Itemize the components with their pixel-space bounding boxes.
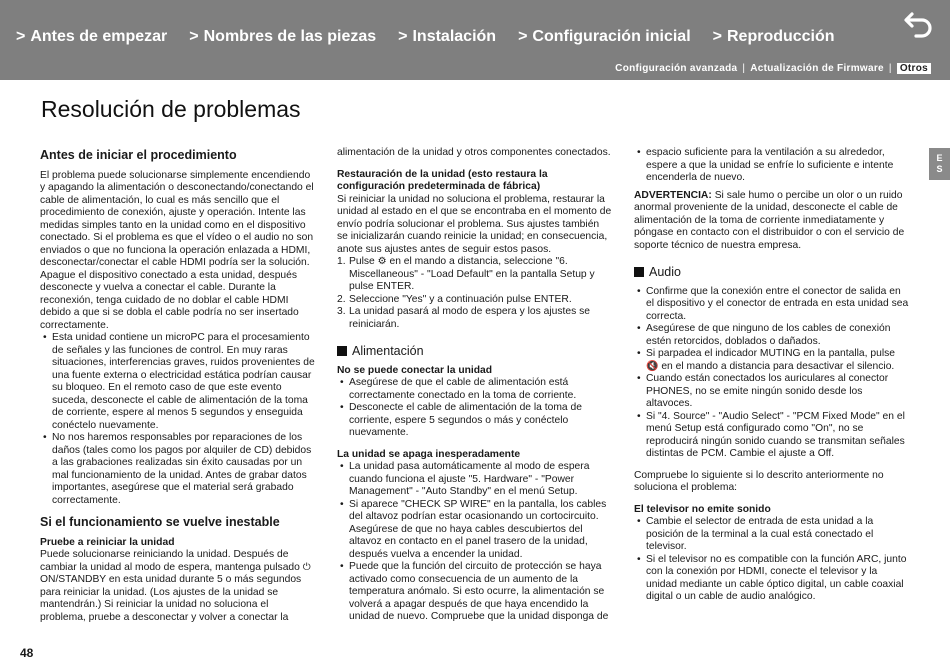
bullet-list [337,461,612,624]
nav-label: Nombres de las piezas [203,28,377,45]
list-item [337,294,612,307]
text-run: ON/STANDBY en esta unidad durante 5 o más segundos para reiniciar la unidad. (Los ajustes de la unidad se mantendrán.) Si reiniciar la unidad no soluciona el problema, pruebe a desconectar y volver a conectar la [40,574,302,623]
page-number: 48 [20,646,34,660]
nav-label: Configuración inicial [532,28,691,45]
chevron-right-icon: > [518,28,528,45]
paragraph-reiniciar [40,549,315,624]
text-run: en el mando a distancia, seleccione "6. Miscellaneous" - "Load Default" en la pantalla Setup y pulse ENTER. [349,256,595,292]
bullet-list [337,377,612,440]
subheading-televisor: El televisor no emite sonido [634,503,771,515]
nav-configuracion-inicial[interactable] [518,28,691,46]
heading-funcionamiento-inestable: Si el funcionamiento se vuelve inestable [40,515,280,529]
list-item [634,348,909,373]
chevron-right-icon: > [16,28,26,45]
heading-text: Audio [649,265,681,279]
square-bullet-icon [337,346,347,356]
list-item [337,256,612,294]
bullet-list [634,516,909,604]
list-item: • Desconecte el cable de alimentación de la toma de corriente, espere 5 segundos o más y conéctelo nuevamente. [337,402,612,440]
heading-antes-de-iniciar: Antes de iniciar el procedimiento [40,148,237,162]
setup-gear-icon: ⚙ [377,256,387,267]
text-run: Puede solucionarse reiniciando la unidad. Después de cambiar la unidad al modo de espera, mantenga pulsado [40,549,300,573]
subnav-separator: | [742,63,746,74]
column-1 [40,147,315,624]
page-title: Resolución de problemas [41,96,301,122]
list-item: • Asegúrese de que ninguno de los cables de conexión estén retorcidos, doblados o dañados. [634,323,909,348]
text-run: La unidad pasará al modo de espera y los ajustes se reiniciarán. [349,306,590,330]
list-item: • La unidad pasa automáticamente al modo de espera cuando funciona el ajuste "5. Hardware" - "Power Management" - "Auto Standby" en el menú Setup. [337,461,612,499]
nav-reproduccion[interactable] [713,28,835,46]
paragraph-restauracion: Si reiniciar la unidad no soluciona el problema, restaurar la unidad al estado en el que se encontraba en el momento de envío podría solucionar el problema. Sus ajustes también se inicializarán cuando reinicie la unidad; en consecuencia, anote sus ajustes antes de seguir estos pasos. [337,193,612,255]
nav-label: Reproducción [726,28,835,45]
list-item-continued: • espacio suficiente para la ventilación a su alrededor, espere a que la unidad se enfríe lo suficiente e intente encenderla de nuevo. [634,147,909,185]
mute-icon: 🔇 [646,360,659,372]
chevron-right-icon: > [189,28,199,45]
step-number: 1. [337,256,346,267]
list-item: • Puede que la función del circuito de protección se haya activado como consecuencia de un aumento de la temperatura anómalo. Si esto ocurre, la alimentación se volverá a apagar después de que haya encendido la unidad de nuevo. Compruebe que la unidad disponga de [337,561,612,624]
subnav-separator: | [888,63,892,74]
subnav-otros[interactable]: Otros [897,63,931,74]
main-nav [16,28,835,46]
subheading-se-apaga: La unidad se apaga inesperadamente [337,448,521,460]
warning-label: ADVERTENCIA: [634,189,712,201]
nav-label: Instalación [412,28,497,45]
list-item: • Cuando están conectados los auriculares al conector PHONES, no se emite ningún sonido desde los altavoces. [634,373,909,411]
list-item: • Cambie el selector de entrada de esta unidad a la posición de la terminal a la cual está conectado el televisor. [634,516,909,554]
chevron-right-icon: > [712,28,722,45]
step-number: 2. [337,293,346,305]
subnav-configuracion-avanzada[interactable]: Configuración avanzada [615,63,738,74]
sub-navigation [615,63,931,74]
list-item: • Esta unidad contiene un microPC para el procesamiento de señales y las funciones de control. En muy raras situaciones, interferencias graves, ruidos provenientes de una fuente externa o electricidad estática podrían causar su bloqueo. En el remoto caso de que este evento suceda, desconecte el cable de alimentación de la toma de corriente, espere al menos 5 segundos y enseguida conéctelo nuevamente. [40,332,315,432]
top-navigation-bar [0,0,950,80]
lang-letter: E [936,153,943,163]
nav-instalacion[interactable] [398,28,496,46]
list-item: • No nos haremos responsables por reparaciones de los daños (tales como los pagos por alquiler de CD) debidos a las grabaciones realizadas sin éxito causadas por un mal funcionamiento de la unidad. Antes de grabar datos importantes, asegúrese que el material será grabado correctamente. [40,432,315,507]
nav-label: Antes de empezar [30,28,168,45]
text-run: Si parpadea el indicador MUTING en la pantalla, pulse [646,348,895,359]
steps-list [337,256,612,331]
nav-antes-de-empezar[interactable] [16,28,167,46]
nav-nombres-de-las-piezas[interactable] [189,28,376,46]
paragraph-advertencia [634,190,909,253]
chevron-right-icon: > [398,28,408,45]
text-run: Si sale humo o percibe un olor o un ruido anormal proveniente de la unidad, desconecte el cable de alimentación de la toma de corriente inmediatamente y póngase en contacto con el distribuidor o con el servicio de soporte técnico de nuestra empresa. [634,189,905,251]
heading-text: Alimentación [352,344,424,358]
heading-audio [634,266,909,279]
return-arrow-icon[interactable] [902,8,936,38]
power-icon: ⏻ [302,561,311,573]
subheading-no-conectar: No se puede conectar la unidad [337,364,493,376]
text-run: en el mando a distancia para desactivar el silencio. [661,360,895,372]
subheading-reiniciar: Pruebe a reiniciar la unidad [40,536,175,548]
list-item: • Si "4. Source" - "Audio Select" - "PCM Fixed Mode" en el menú Setup está configurado como "On", no se reproducirá ningún sonido cuando se transmitan señales distintas de PCM. Cambie el ajuste a Off. [634,411,909,461]
text-run: Pulse [349,256,375,267]
list-item: • Asegúrese de que el cable de alimentación está correctamente conectado en la toma de corriente. [337,377,612,402]
bullet-list [634,286,909,461]
step-number: 3. [337,306,346,317]
lang-letter: S [936,164,943,174]
bullet-list [40,332,315,507]
language-tab [929,148,950,180]
subheading-restauracion: Restauración de la unidad (esto restaura la configuración predeterminada de fábrica) [337,168,548,192]
column-3 [634,147,909,604]
square-bullet-icon [634,267,644,277]
list-item: • Confirme que la conexión entre el conector de salida en el dispositivo y el conector de entrada en esta unidad sea correcta. [634,286,909,324]
list-item [337,306,612,331]
subnav-actualizacion-firmware[interactable]: Actualización de Firmware [750,63,884,74]
paragraph-intro: El problema puede solucionarse simplemente encendiendo y apagando la alimentación o desconectando/conectando el cable de alimentación, lo cual es más sencillo que el procedimiento de conexión, ajuste y operación. Intente las medidas simples tanto en la unidad como en el dispositivo conectado. Si el problema es que el vídeo o el audio no son enviados o que no funciona la operación enlazada a HDMI, desconectar/conectar el cable HDMI podría ser la solución. Apague el dispositivo conectado a esta unidad, después desconecte y vuelva a conectar el cable. Durante la reconexión, tenga cuidado de no doblar el cable HDMI debido a que si se dobla el cable podría no ser insertado correctamente. [40,169,314,331]
column-2 [337,147,612,624]
list-item: • Si el televisor no es compatible con la función ARC, junto con la conexión por HDMI, conecte el televisor y la unidad mediante un cable óptico digital, un cable coaxial digital o un cable de audio analógico. [634,554,909,604]
text-run: Seleccione "Yes" y a continuación pulse ENTER. [349,293,572,305]
heading-alimentacion [337,345,612,358]
list-item: • Si aparece "CHECK SP WIRE" en la pantalla, los cables del altavoz podrían estar ocasionando un cortocircuito. Asegúrese de que no haya cables descubiertos del altavoz en contacto en el panel trasero de la unidad, después vuelva a encender la unidad. [337,499,612,562]
paragraph-compruebe: Compruebe lo siguiente si lo descrito anteriormente no soluciona el problema: [634,469,884,493]
bullet-continuation [634,147,909,185]
paragraph-continuation: alimentación de la unidad y otros componentes conectados. [337,147,611,158]
